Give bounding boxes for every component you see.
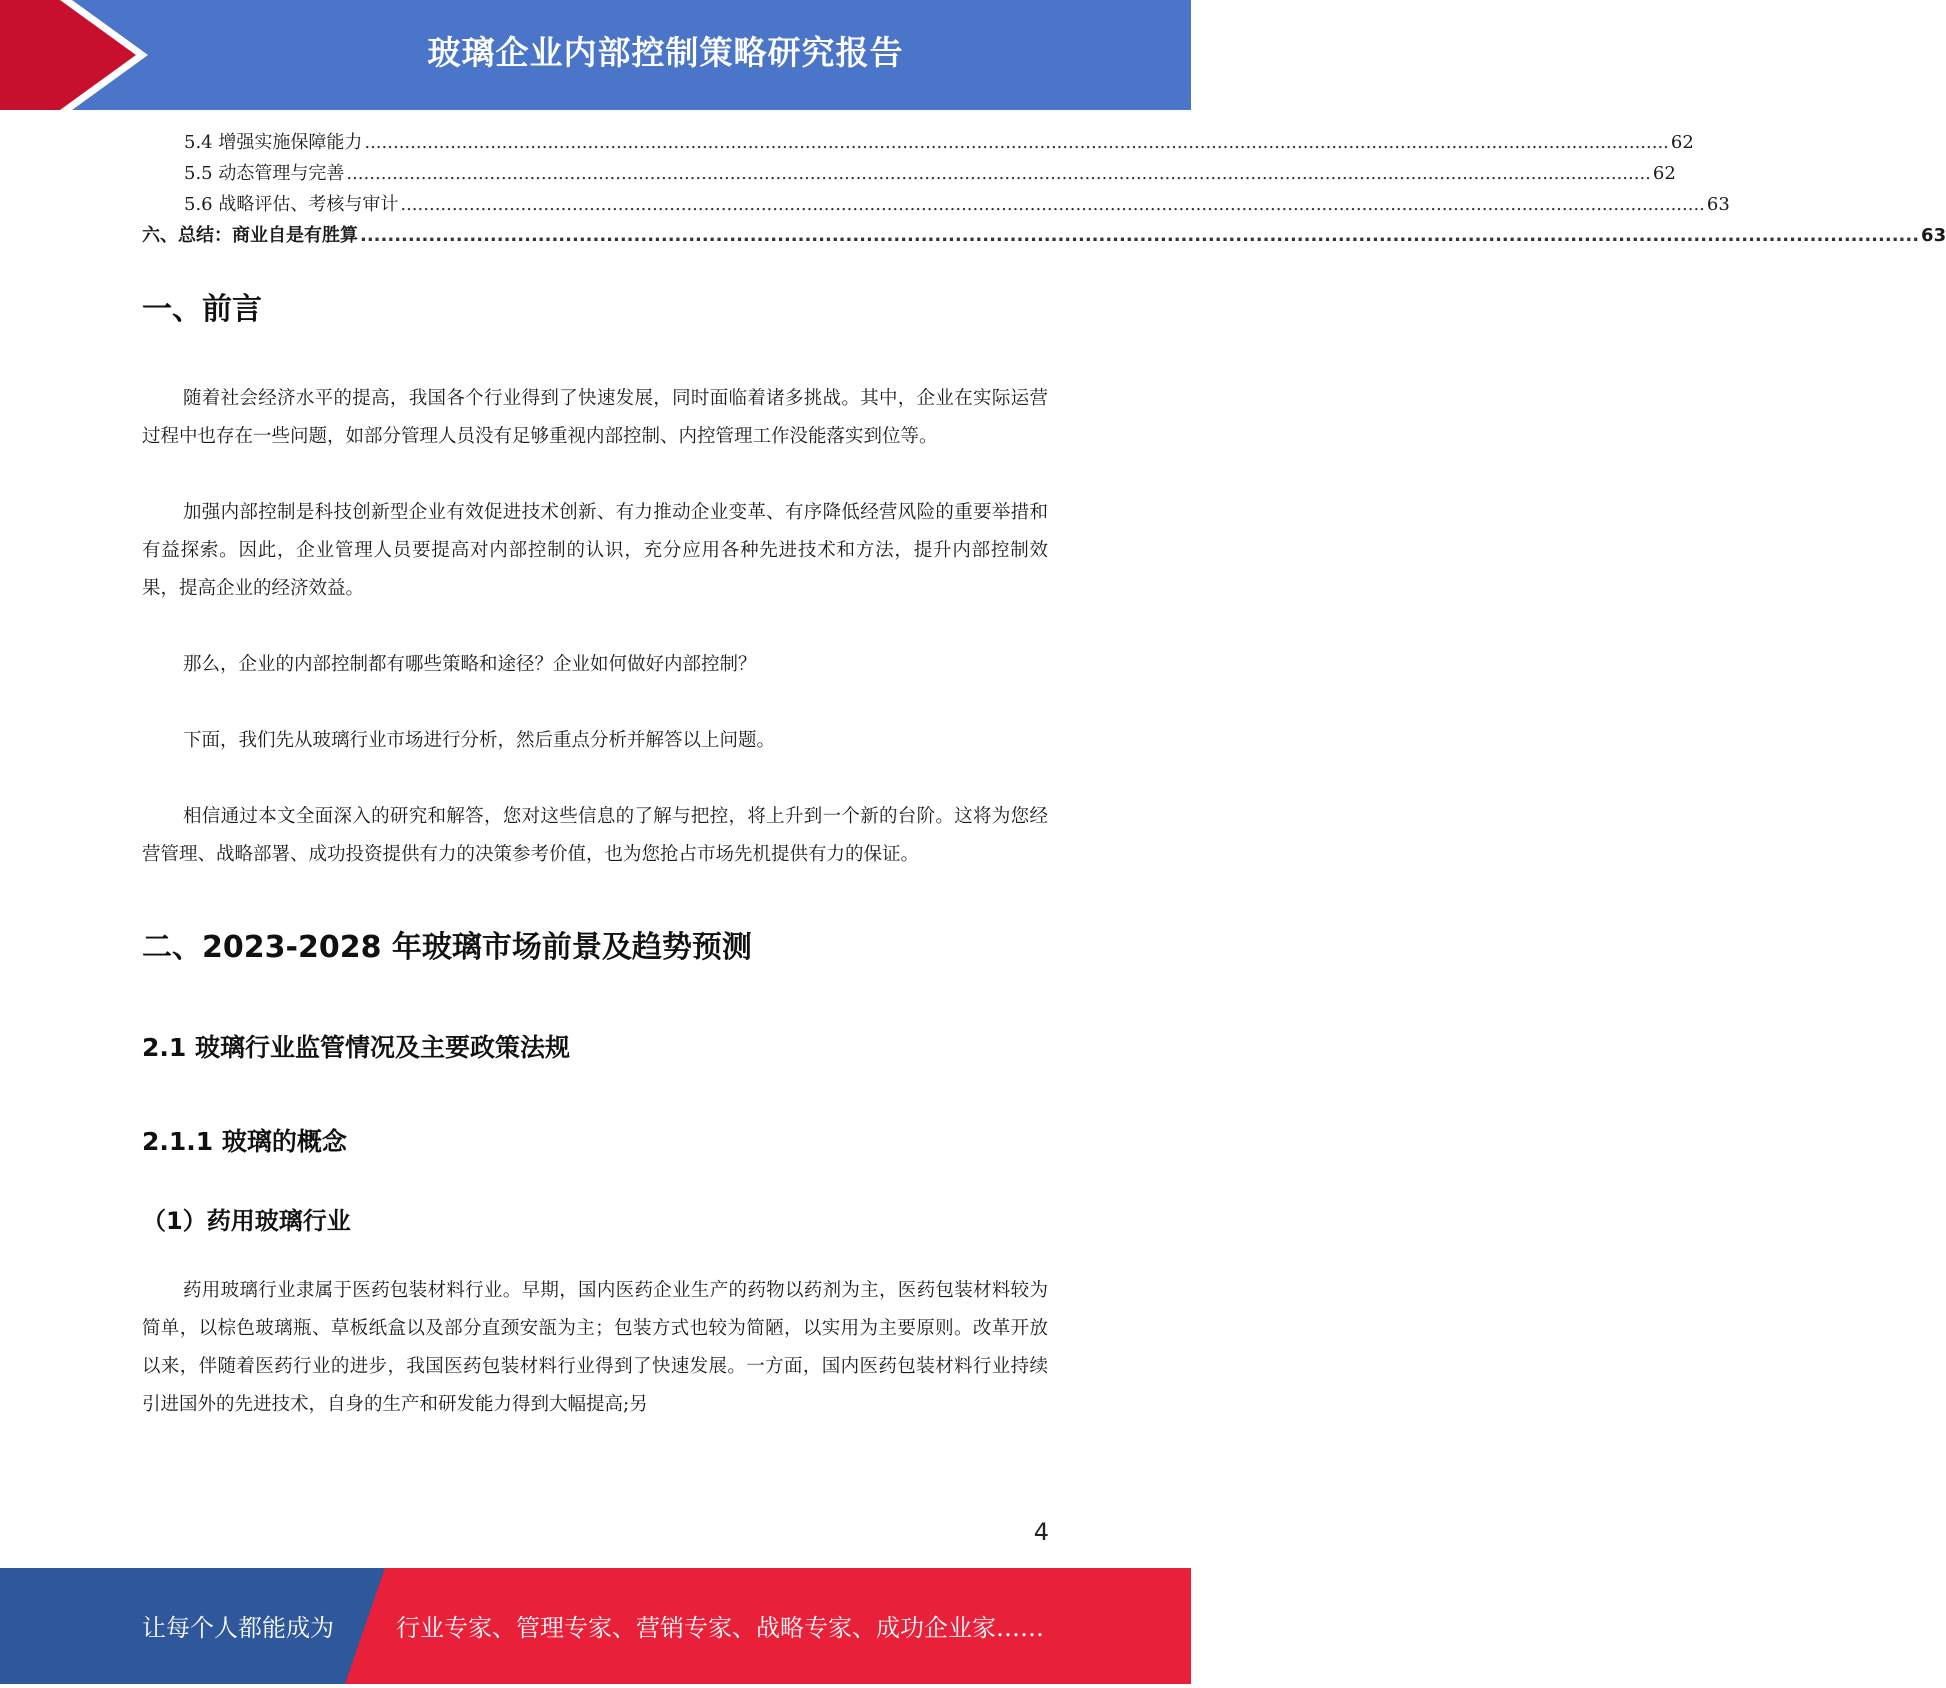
toc-leader: .................................................................................................................................................................................................................................... bbox=[360, 225, 1920, 246]
toc-page: 62 bbox=[1670, 132, 1694, 153]
toc-leader: .................................................................................................................................................................................................................................... bbox=[364, 132, 1669, 153]
toc-page: 63 bbox=[1706, 194, 1730, 215]
section-heading-preface: 一、前言 bbox=[142, 292, 262, 327]
page-number: 4 bbox=[1033, 1518, 1049, 1546]
header-title: 玻璃企业内部控制策略研究报告 bbox=[427, 33, 904, 72]
subsection-heading: 2.1 玻璃行业监管情况及主要政策法规 bbox=[142, 1033, 570, 1062]
paragraph: 加强内部控制是科技创新型企业有效促进技术创新、有力推动企业变革、有序降低经营风险的重要举措和有益探索。因此，企业管理人员要提高对内部控制的认识，充分应用各种先进技术和方法，提升内部控制效果，提高企业的经济效益。 bbox=[142, 502, 1048, 599]
page-header bbox=[0, 0, 1191, 110]
toc-entry[interactable] bbox=[142, 190, 1730, 221]
footer-slogan-right: 行业专家、管理专家、营销专家、战略专家、成功企业家…… bbox=[396, 1614, 1044, 1642]
toc-entry[interactable] bbox=[142, 221, 1946, 252]
paragraph: 药用玻璃行业隶属于医药包装材料行业。早期，国内医药企业生产的药物以药剂为主，医药包装材料较为简单，以棕色玻璃瓶、草板纸盒以及部分直颈安瓿为主；包装方式也较为简陋，以实用为主要原则。改革开放以来，伴随着医药行业的进步，我国医药包装材料行业得到了快速发展。一方面，国内医药包装材料行业持续引进国外的先进技术，自身的生产和研发能力得到大幅提高;另 bbox=[142, 1280, 1048, 1415]
toc-page: 63 bbox=[1921, 225, 1946, 246]
toc-label: 5.6 战略评估、考核与审计 bbox=[184, 194, 399, 215]
toc-label: 5.4 增强实施保障能力 bbox=[184, 132, 363, 153]
paragraph: 那么，企业的内部控制都有哪些策略和途径？企业如何做好内部控制？ bbox=[183, 654, 757, 675]
paragraph: 相信通过本文全面深入的研究和解答，您对这些信息的了解与把控，将上升到一个新的台阶。这将为您经营管理、战略部署、成功投资提供有力的决策参考价值，也为您抢占市场先机提供有力的保证。 bbox=[142, 806, 1048, 865]
toc-label: 六、总结：商业自是有胜算 bbox=[142, 225, 358, 246]
toc-page: 62 bbox=[1652, 163, 1676, 184]
toc-entry[interactable] bbox=[142, 159, 1676, 190]
section-heading-market: 二、2023-2028 年玻璃市场前景及趋势预测 bbox=[142, 930, 752, 965]
footer-slogan-left: 让每个人都能成为 bbox=[142, 1614, 334, 1642]
topic-heading: （1）药用玻璃行业 bbox=[142, 1207, 351, 1235]
toc-entry[interactable] bbox=[142, 128, 1694, 159]
toc-leader: .................................................................................................................................................................................................................................... bbox=[400, 194, 1705, 215]
toc-leader: .................................................................................................................................................................................................................................... bbox=[346, 163, 1651, 184]
page-footer bbox=[0, 1568, 1191, 1684]
toc-label: 5.5 动态管理与完善 bbox=[184, 163, 345, 184]
paragraph: 下面，我们先从玻璃行业市场进行分析，然后重点分析并解答以上问题。 bbox=[183, 730, 776, 751]
table-of-contents bbox=[142, 128, 1946, 252]
paragraph: 随着社会经济水平的提高，我国各个行业得到了快速发展，同时面临着诸多挑战。其中，企业在实际运营过程中也存在一些问题，如部分管理人员没有足够重视内部控制、内控管理工作没能落实到位等。 bbox=[142, 388, 1048, 447]
subsubsection-heading: 2.1.1 玻璃的概念 bbox=[142, 1127, 347, 1156]
document-body bbox=[142, 128, 1946, 1424]
